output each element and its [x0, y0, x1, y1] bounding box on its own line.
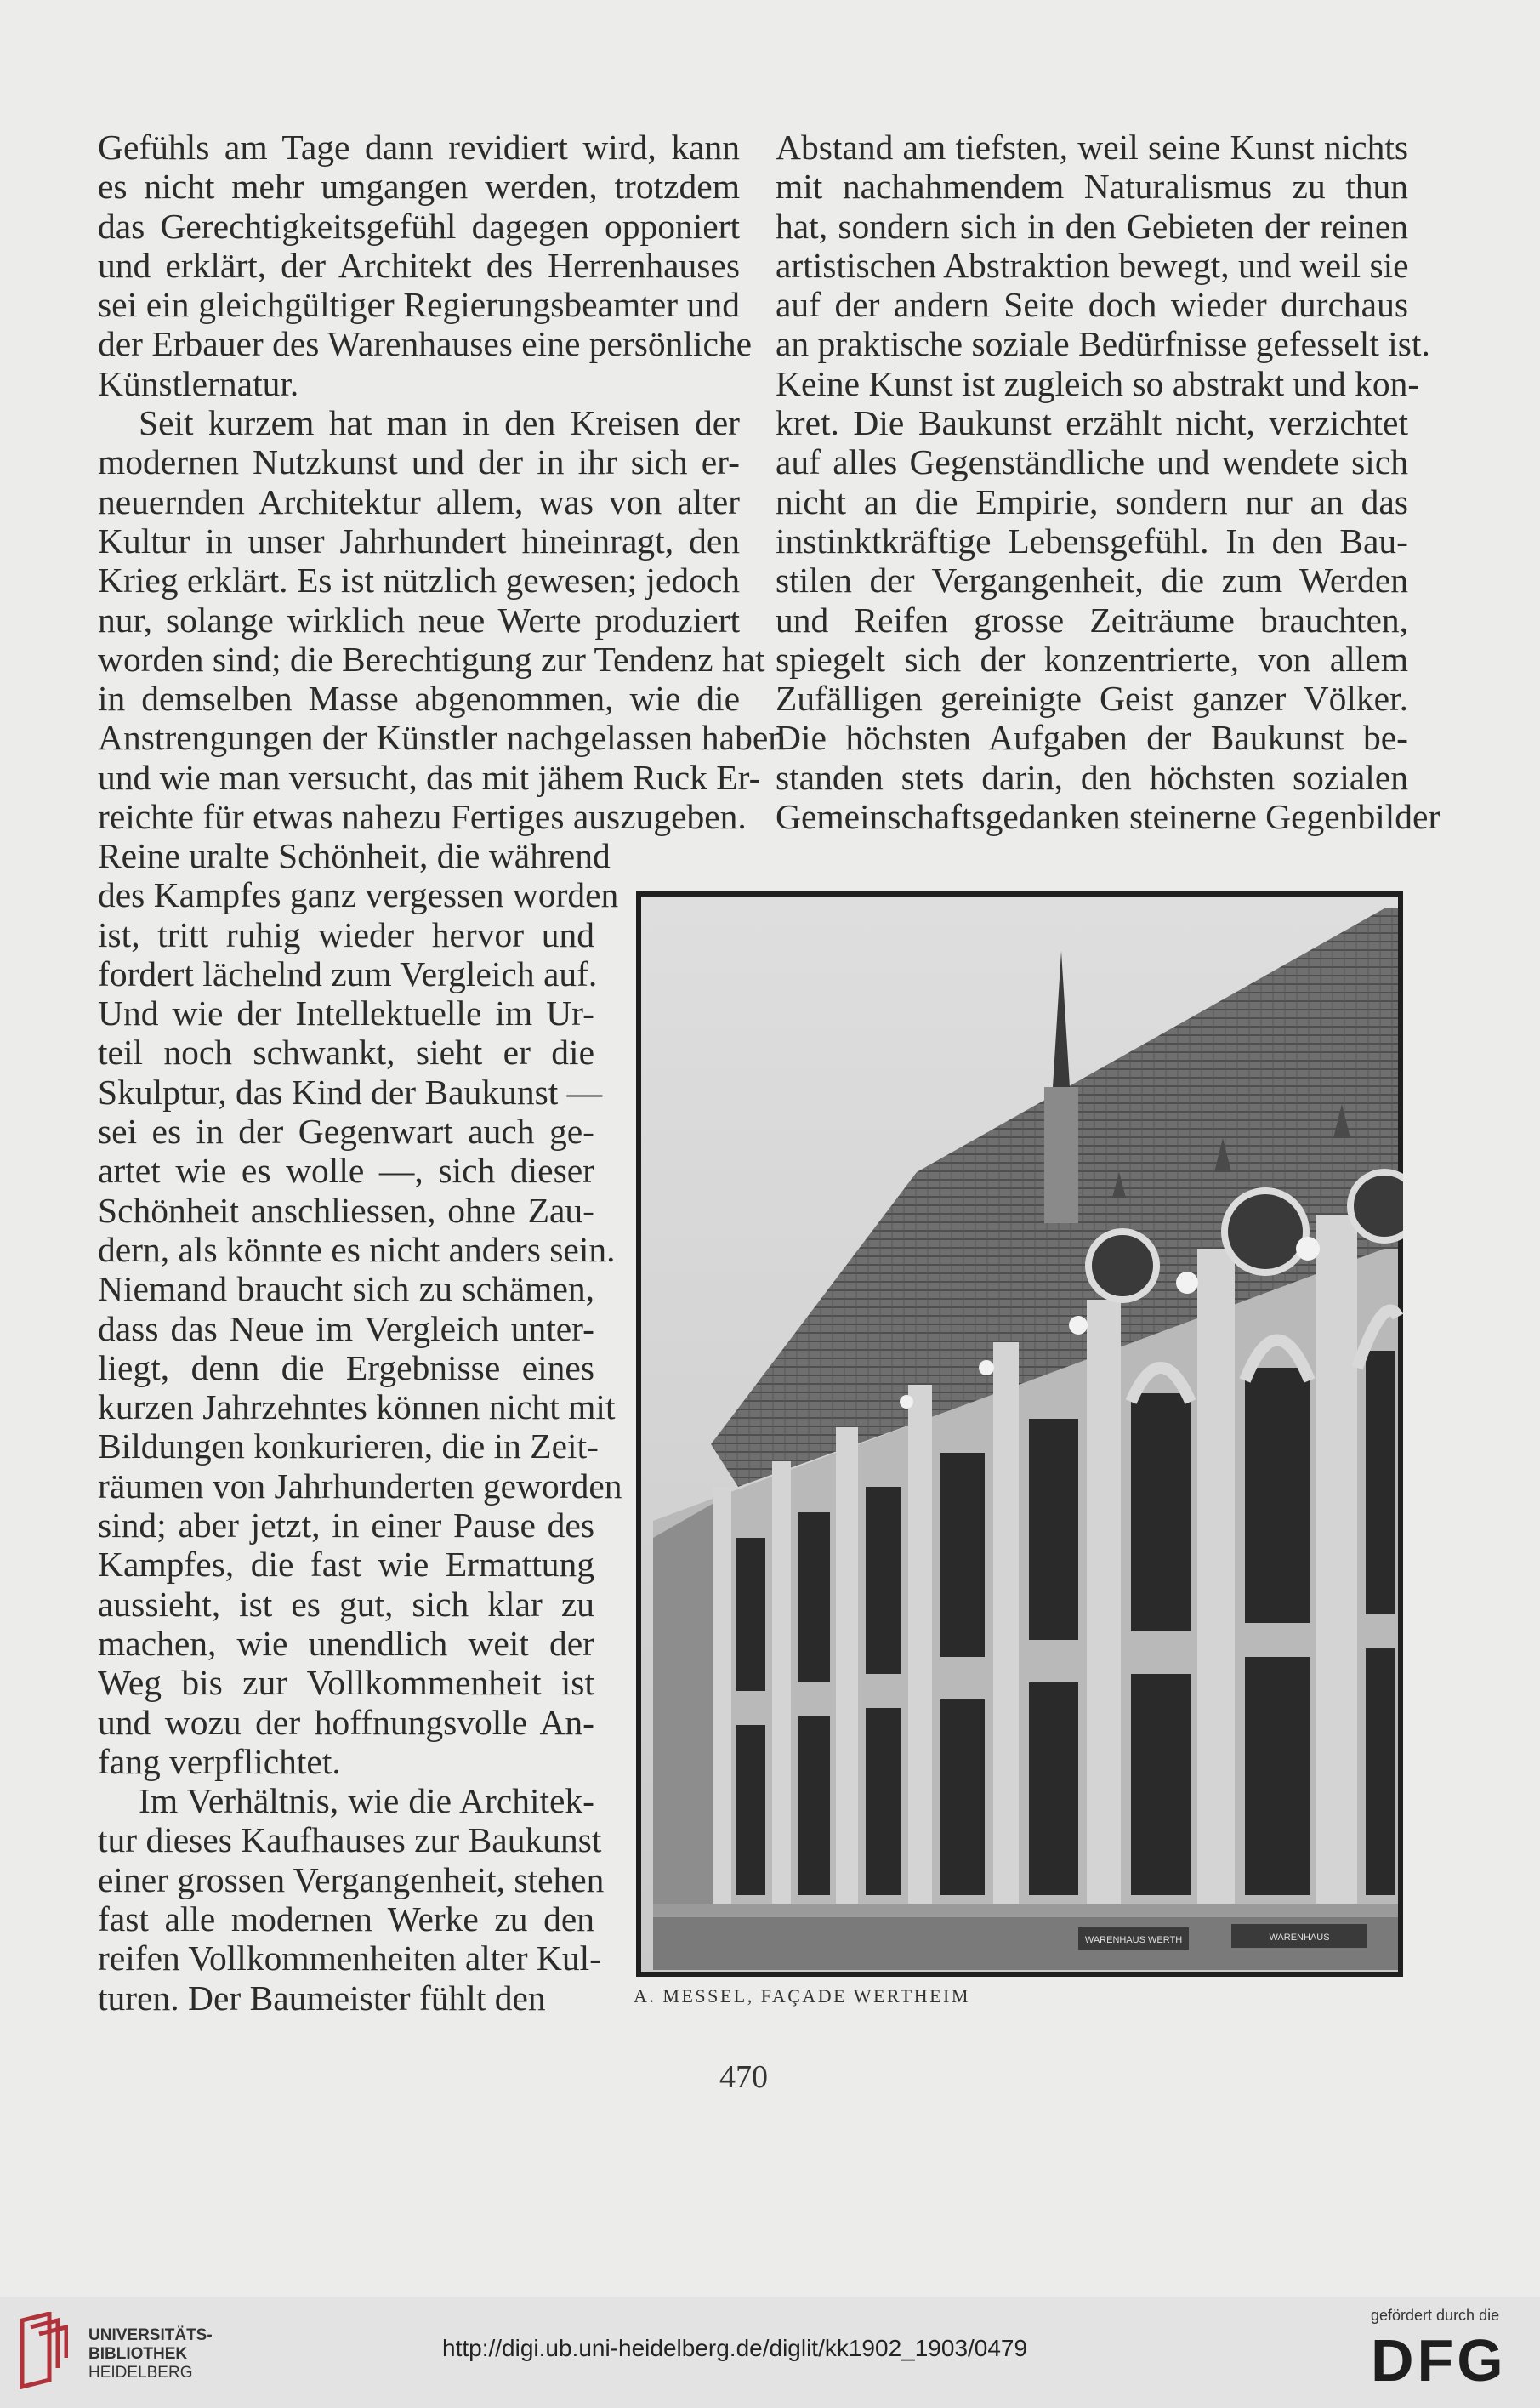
text-line: hat, sondern sich in den Gebieten der reinen [776, 206, 1408, 246]
text-line: in demselben Masse abgenommen, wie die [98, 679, 740, 719]
text-line: fast alle modernen Werke zu den [98, 1899, 594, 1939]
text-line: mit nachahmendem Naturalismus zu thun [776, 167, 1408, 207]
text-line: tur dieses Kaufhauses zur Baukunst [98, 1820, 602, 1860]
text-line: und wozu der hoffnungsvolle An- [98, 1702, 594, 1742]
text-line: auf der andern Seite doch wieder durchaus [776, 285, 1408, 325]
text-line: artet wie es wolle —, sich dieser [98, 1151, 594, 1191]
permalink[interactable]: http://digi.ub.uni-heidelberg.de/diglit/kk1902_1903/0479 [442, 2335, 1028, 2361]
text-line: sind; aber jetzt, in einer Pause des [98, 1506, 594, 1546]
text-line: standen stets darin, den höchsten sozialen [776, 757, 1408, 797]
text-line: aussieht, ist es gut, sich klar zu [98, 1584, 594, 1624]
text-line: Weg bis zur Vollkommenheit ist [98, 1663, 594, 1703]
text-column-right [776, 128, 1441, 837]
text-line: Gefühls am Tage dann revidiert wird, kann [98, 128, 740, 167]
text-line: turen. Der Baumeister fühlt den [98, 1978, 546, 2018]
library-name [88, 2326, 213, 2382]
text-line: machen, wie unendlich weit der [98, 1623, 594, 1663]
text-line: dass das Neue im Vergleich unter- [98, 1308, 594, 1348]
text-line: ist, tritt ruhig wieder hervor und [98, 914, 594, 954]
text-line: liegt, denn die Ergebnisse eines [98, 1347, 594, 1387]
text-line: spiegelt sich der konzentrierte, von allem [776, 639, 1408, 679]
text-line: worden sind; die Berechtigung zur Tendenz hat [98, 639, 765, 679]
text-line: Anstrengungen der Künstler nachgelassen haben [98, 718, 786, 758]
photo-caption: A. MESSEL, FAÇADE WERTHEIM [634, 1985, 970, 2007]
text-line: fordert lächelnd zum Vergleich auf. [98, 954, 598, 993]
text-line: nur, solange wirklich neue Werte produziert [98, 600, 740, 640]
shop-sign: WARENHAUS [1269, 1933, 1330, 1943]
text-column-left-narrow [98, 836, 622, 2018]
text-line: Und wie der Intellektuelle im Ur- [98, 993, 594, 1033]
text-line: nicht an die Empirie, sondern nur an das [776, 481, 1408, 521]
text-line: stilen der Vergangenheit, die zum Werden [776, 561, 1408, 601]
text-line: Künstlernatur. [98, 363, 299, 403]
text-line: Die höchsten Aufgaben der Baukunst be- [776, 718, 1408, 758]
text-line: Bildungen konkurieren, die in Zeit- [98, 1426, 599, 1466]
text-line: Gemeinschaftsgedanken steinerne Gegenbilder [776, 797, 1441, 837]
sponsor-text: gefördert durch die [1371, 2307, 1500, 2324]
text-line: das Gerechtigkeitsgefühl dagegen opponiert [98, 206, 740, 246]
text-line: des Kampfes ganz vergessen worden [98, 875, 619, 915]
text-line: artistischen Abstraktion bewegt, und weil sie [776, 245, 1409, 285]
text-line: an praktische soziale Bedürfnisse gefesselt ist. [776, 324, 1430, 364]
text-line: kret. Die Baukunst erzählt nicht, verzichtet [776, 403, 1408, 443]
text-line: teil noch schwankt, sieht er die [98, 1033, 594, 1073]
text-line: und Reifen grosse Zeiträume brauchten, [776, 600, 1408, 640]
text-line: instinktkräftige Lebensgefühl. In den Bau- [776, 521, 1408, 561]
text-line: Zufälligen gereinigte Geist ganzer Völker. [776, 679, 1408, 719]
text-line: der Erbauer des Warenhauses eine persönliche [98, 324, 753, 364]
text-line: Krieg erklärt. Es ist nützlich gewesen; jedoch [98, 561, 740, 601]
university-library-logo-icon [19, 2312, 68, 2390]
text-line: reifen Vollkommenheiten alter Kul- [98, 1938, 601, 1978]
text-line: dern, als könnte es nicht anders sein. [98, 1229, 616, 1269]
library-name-line: HEIDELBERG [88, 2364, 193, 2382]
library-name-line: BIBLIOTHEK [88, 2345, 188, 2363]
shop-sign: WARENHAUS WERTH [1084, 1935, 1183, 1945]
text-line: Schönheit anschliessen, ohne Zau- [98, 1190, 594, 1230]
text-line: und wie man versucht, das mit jähem Ruck Er- [98, 757, 761, 797]
text-line: räumen von Jahrhunderten geworden [98, 1466, 622, 1506]
text-line: Niemand braucht sich zu schämen, [98, 1269, 594, 1309]
text-line: Abstand am tiefsten, weil seine Kunst nichts [776, 128, 1408, 167]
facade-photograph [636, 891, 1403, 1977]
text-line: Kampfes, die fast wie Ermattung [98, 1545, 594, 1585]
dfg-logo: DFG [1371, 2327, 1507, 2394]
text-line: kurzen Jahrzehntes können nicht mit [98, 1387, 616, 1427]
text-line: sei ein gleichgültiger Regierungsbeamter und [98, 285, 740, 325]
text-line: und erklärt, der Architekt des Herrenhauses [98, 245, 740, 285]
text-line: auf alles Gegenständliche und wendete sich [776, 442, 1408, 482]
page-number: 470 [719, 2059, 768, 2095]
text-line: neuernden Architektur allem, was von alter [98, 481, 740, 521]
text-line: einer grossen Vergangenheit, stehen [98, 1859, 605, 1899]
text-line: Seit kurzem hat man in den Kreisen der [139, 403, 740, 443]
text-line: Reine uralte Schönheit, die während [98, 836, 611, 875]
text-line: Skulptur, das Kind der Baukunst — [98, 1072, 603, 1112]
text-line: fang verpflichtet. [98, 1741, 341, 1781]
text-line: Keine Kunst ist zugleich so abstrakt und kon- [776, 363, 1420, 403]
text-line: sei es in der Gegenwart auch ge- [98, 1112, 594, 1152]
text-line: reichte für etwas nahezu Fertiges auszugeben. [98, 797, 747, 837]
text-line: modernen Nutzkunst und der in ihr sich er- [98, 442, 740, 482]
text-column-left [98, 128, 786, 837]
text-line: Kultur in unser Jahrhundert hineinragt, den [98, 521, 740, 561]
text-line: es nicht mehr umgangen werden, trotzdem [98, 167, 740, 207]
library-name-line: UNIVERSITÄTS- [88, 2326, 213, 2344]
text-line: Im Verhältnis, wie die Architek- [139, 1781, 594, 1821]
